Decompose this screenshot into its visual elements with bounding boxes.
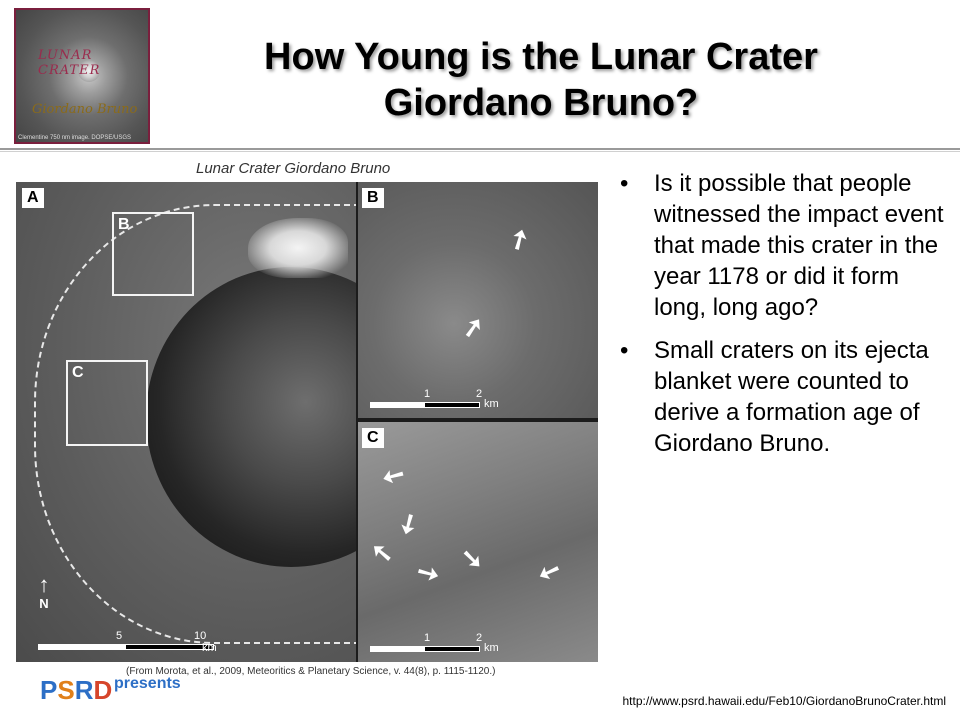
panel-c-image — [358, 422, 598, 662]
figure-title: Lunar Crater Giordano Bruno — [196, 160, 391, 177]
arrow-icon: ➚ — [391, 506, 426, 544]
scale-c-tick-1: 1 — [424, 632, 431, 644]
bullet-item — [618, 335, 948, 459]
inset-c-label: C — [72, 364, 84, 381]
slide-title: How Young is the Lunar Crater Giordano Bruno? — [264, 36, 818, 124]
arrow-icon: ➚ — [457, 548, 488, 570]
scale-c-unit: km — [484, 642, 499, 654]
panel-b-image — [358, 182, 598, 418]
panel-c-label: C — [362, 428, 384, 448]
brand-letter-r: R — [74, 675, 94, 705]
panel-a-image — [16, 182, 356, 662]
title-divider — [0, 148, 960, 150]
logo-line-1: LUNAR CRATER — [38, 48, 101, 78]
inset-b-label: B — [118, 216, 130, 233]
arrow-icon: ➚ — [375, 458, 410, 496]
arrow-icon: ➚ — [459, 310, 487, 344]
scale-b-tick-2: 2 — [476, 388, 483, 400]
bullet-text: Small craters on its ejecta blanket were counted to derive a formation age of Giordano Bruno. — [654, 337, 929, 457]
source-url[interactable]: http://www.psrd.hawaii.edu/Feb10/GiordanoBrunoCrater.html — [622, 694, 946, 708]
bullet-text: Is it possible that people witnessed the impact event that made this crater in the year 1178 or did it form long, long ago? — [654, 170, 944, 321]
crater-logo-image — [14, 8, 150, 144]
scale-b-unit: km — [484, 398, 499, 410]
title-divider-shadow — [0, 151, 960, 152]
north-indicator — [36, 574, 52, 611]
arrow-icon: ➚ — [501, 220, 536, 258]
bullet-marker: • — [620, 170, 629, 197]
bullet-item — [618, 168, 948, 323]
scale-a-unit: km — [202, 642, 217, 654]
scale-bar-b — [370, 402, 480, 408]
arrow-icon: ➚ — [410, 556, 448, 590]
scale-b-tick-1: 1 — [424, 388, 431, 400]
crater-figure — [16, 182, 598, 662]
bullet-list — [618, 168, 948, 471]
bullet-marker: • — [620, 337, 629, 364]
scale-bar-c — [370, 646, 480, 652]
logo-line-2: Giordano Bruno — [32, 102, 138, 117]
north-label: N — [39, 596, 49, 611]
panel-a-label: A — [22, 188, 44, 208]
panel-b-label: B — [362, 188, 384, 208]
arrow-icon: ➚ — [365, 540, 397, 566]
figure-citation: (From Morota, et al., 2009, Meteoritics & Planetary Science, v. 44(8), p. 1115-1120.) — [126, 666, 496, 677]
psrd-logo — [40, 675, 181, 705]
brand-letter-p: P — [40, 675, 58, 705]
scale-a-tick-1: 5 — [116, 630, 123, 642]
brand-presents: presents — [114, 675, 181, 692]
scale-bar-a — [38, 644, 214, 650]
brand-letter-d: D — [93, 675, 113, 705]
logo-caption: Clementine 750 nm image. DOPSE/USGS — [18, 135, 132, 141]
brand-letter-s: S — [57, 675, 75, 705]
scale-c-tick-2: 2 — [476, 632, 483, 644]
arrow-icon: ➚ — [533, 555, 565, 591]
north-arrow-icon: ↑ — [38, 572, 50, 597]
scale-a-tick-2: 10 — [194, 630, 207, 642]
